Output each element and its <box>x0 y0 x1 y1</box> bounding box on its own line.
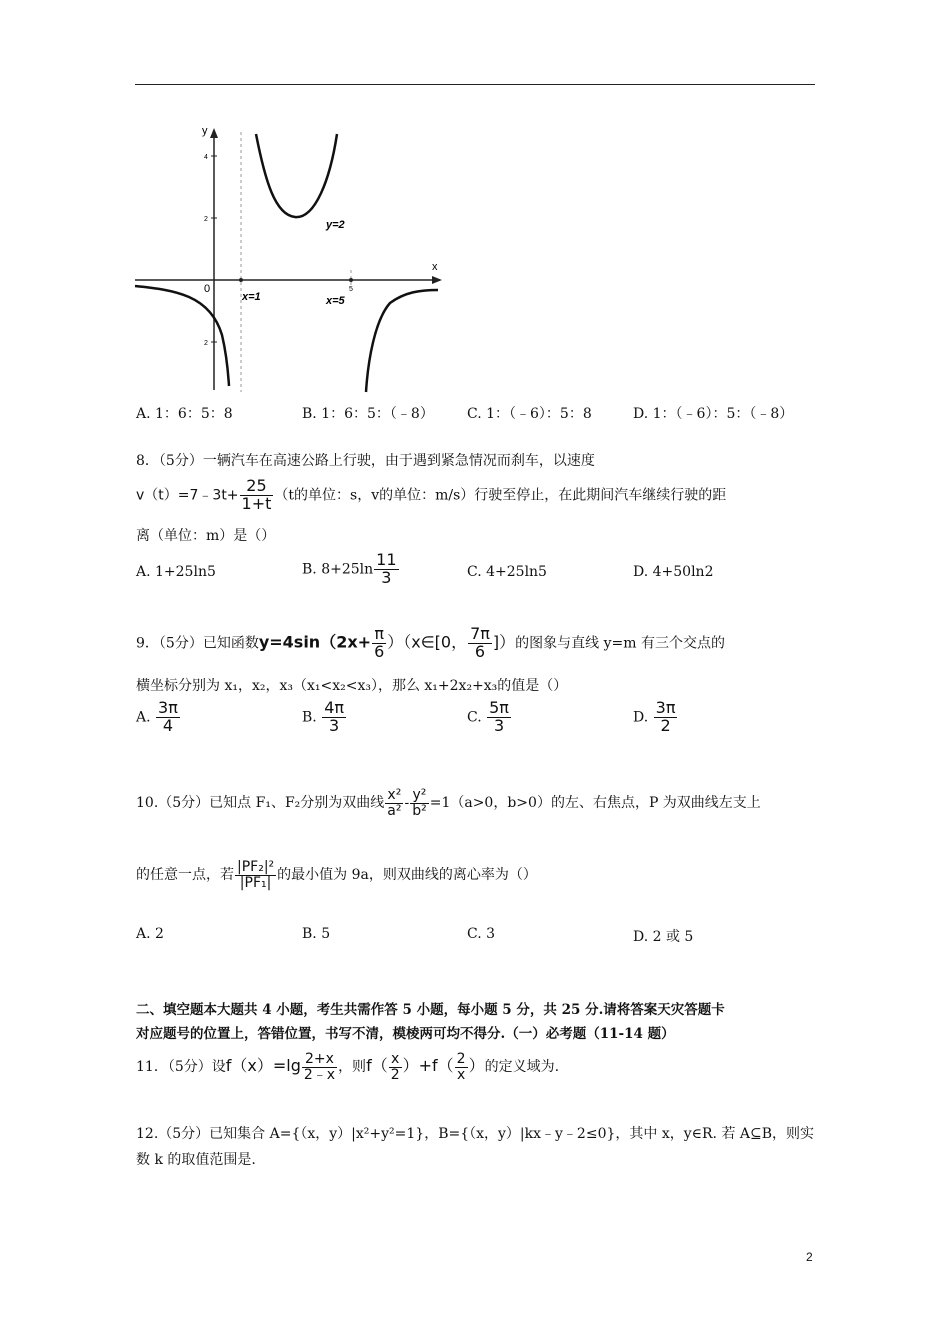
q9-stem-line2: 横坐标分别为 x₁，x₂，x₃（x₁<x₂<x₃），那么 x₁+2x₂+x₃的值是（） <box>136 678 568 694</box>
tick-label-y2: 2 <box>204 216 208 223</box>
q10-option-a: A. 2 <box>136 926 164 942</box>
q11-log-fraction: $\frac{2+x}{2﹣x}$ <box>303 1051 336 1083</box>
q8-stem-line3: 离（单位：m）是（） <box>136 528 276 544</box>
q10-x-fraction: $\frac{\text{x²}}{\text{a²}}$ <box>387 787 402 819</box>
q8-option-a: A. 1+25ln5 <box>136 564 216 580</box>
label-x-equals-1: x=1 <box>242 291 261 303</box>
q10-option-d: D. 2 或 5 <box>633 929 694 945</box>
q8-stem-line1: 8．（5分）一辆汽车在高速公路上行驶，由于遇到紧急情况而刹车，以速度 <box>136 453 595 469</box>
q10-y-fraction: $\frac{\text{y²}}{\text{b²}}$ <box>412 787 427 819</box>
q9-stem-line1: 9．（5分）已知函数y=4sin（2x+ $\frac{\pi}{6}$ ）（x∈[0， $\frac{7\pi}{6}$ ]）的图象与直线 y=m 有三个交点的 <box>136 624 725 661</box>
q9-option-a: A. $\frac{3\pi}{4}$ <box>136 698 178 735</box>
curve-left <box>135 286 229 386</box>
q8-velocity-prefix: v（t）=7﹣3t+ <box>136 487 239 504</box>
q7-option-a: A. 1：6：5：8 <box>136 406 233 422</box>
q11-2-over-x: $\frac{2}{x}$ <box>456 1051 466 1083</box>
tick-label-y4: 4 <box>204 154 208 161</box>
q10-stem-line1: 10.（5分）已知点 F₁、F₂分别为双曲线 $\frac{\text{x²}}{\text{a²}}$ - $\frac{\text{y²}}{\text{b²}}$ =1（a>0，b>0）的左、右焦点，P 为双曲线左支上 <box>136 787 761 819</box>
section2-heading-line1: 二、填空题本大题共 4 小题，考生共需作答 5 小题，每小题 5 分，共 25 分.请将答案天灾答题卡 <box>136 1002 725 1018</box>
label-x-equals-5: x=5 <box>326 295 345 307</box>
q11-x-over-2: $\frac{x}{2}$ <box>390 1051 400 1083</box>
function-graph <box>130 120 450 395</box>
point-x5 <box>349 278 353 282</box>
q9-option-b: B. $\frac{4\pi}{3}$ <box>302 698 345 735</box>
q9-phase-fraction: $\frac{\pi}{6}$ <box>374 624 385 661</box>
q8-option-c: C. 4+25ln5 <box>467 564 547 580</box>
x-axis-label: x <box>432 261 438 273</box>
curve-middle <box>256 134 337 217</box>
q10-option-b: B. 5 <box>302 926 331 942</box>
point-x1 <box>239 278 243 282</box>
q8-velocity-fraction: $\frac{25}{1+t}$ <box>241 476 272 513</box>
q11-function: f（x）=lg <box>225 1056 301 1076</box>
q8-stem-line2 <box>136 478 726 513</box>
q7-option-c: C. 1：（﹣6）：5：8 <box>467 406 592 422</box>
tick-label-x5: 5 <box>349 286 353 293</box>
section2-heading-line2: 对应题号的位置上，答错位置，书写不清，模棱两可均不得分.（一）必考题（11-14 题） <box>136 1026 675 1042</box>
label-y-equals-2: y=2 <box>326 219 345 231</box>
q8-option-d: D. 4+50ln2 <box>633 564 714 580</box>
q9-option-d: D. $\frac{3\pi}{2}$ <box>633 698 676 735</box>
page-number: 2 <box>806 1250 813 1264</box>
q9-function: y=4sin（2x+ <box>258 632 372 652</box>
q8-units-text: （t的单位：s，v的单位：m/s）行驶至停止，在此期间汽车继续行驶的距 <box>274 487 727 504</box>
q11-stem: 11．（5分）设f（x）=lg $\frac{2+x}{2﹣x}$ ，则f（ $\frac{x}{2}$ ）+f（ $\frac{2}{x}$ ）的定义域为. <box>136 1051 560 1083</box>
origin-label: 0 <box>204 283 211 295</box>
q12-stem-line2: 数 k 的取值范围是. <box>136 1152 256 1168</box>
y-axis-arrow <box>210 128 218 138</box>
y-axis-label: y <box>202 125 208 137</box>
q9-domain-prefix: ）（x∈[0， <box>387 632 468 652</box>
q8-option-b: B. 8+25ln $\frac{11}{3}$ <box>302 550 397 587</box>
x-axis-arrow <box>432 276 442 284</box>
q7-option-b: B. 1：6：5：（﹣8） <box>302 406 434 422</box>
q10-stem-line2: 的任意一点，若 $\frac{\text{|PF₂|²}}{\text{|PF₁|}}$ 的最小值为 9a，则双曲线的离心率为（） <box>136 859 537 891</box>
q10-pf-fraction: $\frac{\text{|PF₂|²}}{\text{|PF₁|}}$ <box>237 859 275 891</box>
q9-domain-fraction: $\frac{7\pi}{6}$ <box>470 624 490 661</box>
header-rule <box>135 84 815 85</box>
tick-label-yneg2: 2 <box>204 340 208 347</box>
q8-option-b-fraction: $\frac{11}{3}$ <box>376 550 397 587</box>
q7-option-d: D. 1：（﹣6）：5：（﹣8） <box>633 406 794 422</box>
q10-option-c: C. 3 <box>467 926 496 942</box>
q12-stem-line1: 12.（5分）已知集合 A={（x，y）|x²+y²=1}，B={（x，y）|kx﹣y﹣2≤0}，其中 x，y∈R. 若 A⊆B，则实 <box>136 1126 815 1142</box>
curve-right <box>366 290 438 392</box>
q9-option-c: C. $\frac{5\pi}{3}$ <box>467 698 509 735</box>
